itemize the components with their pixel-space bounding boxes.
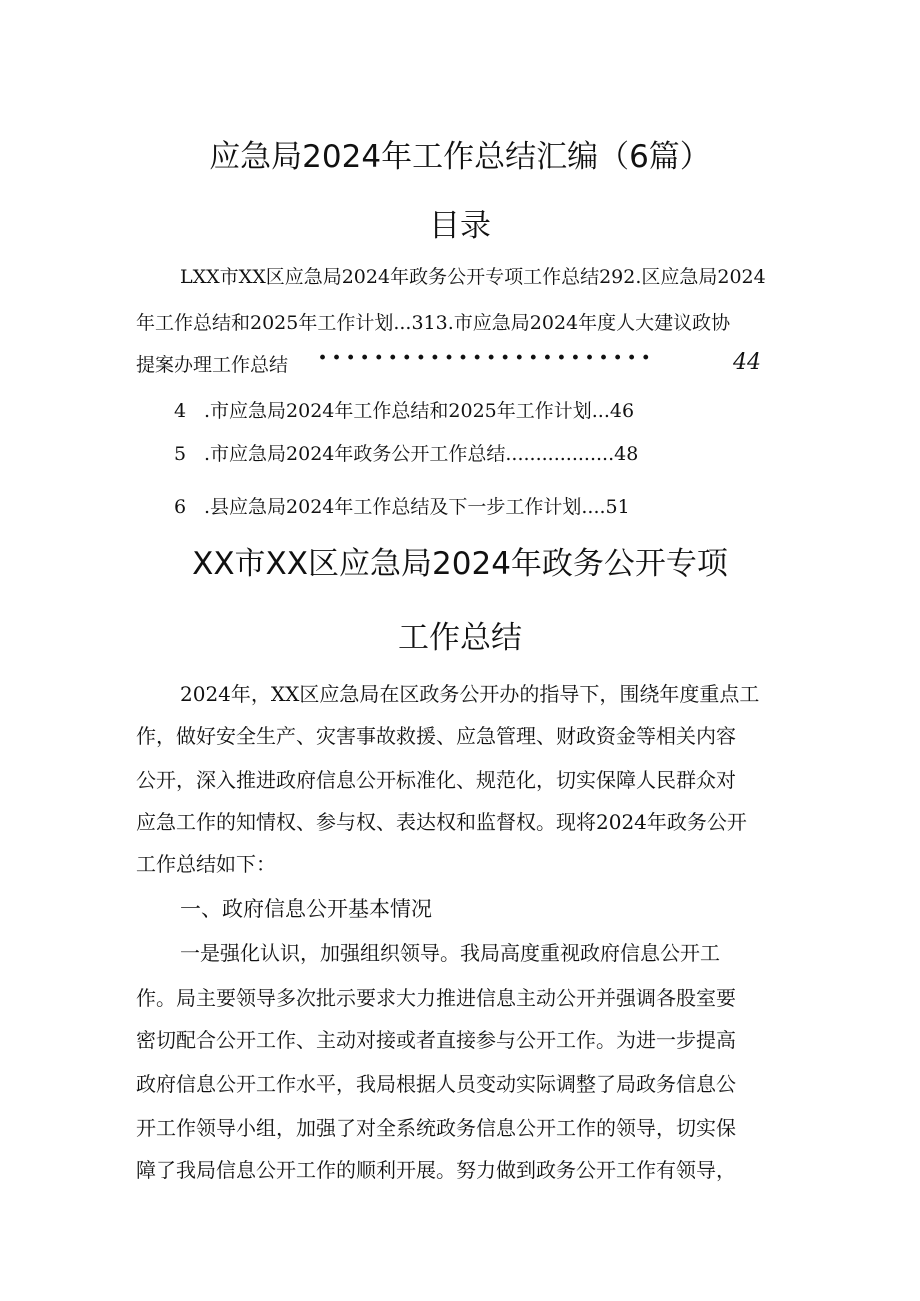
paragraph2-line: 政府信息公开工作水平，我局根据人员变动实际调整了局政务信息公 (136, 1072, 736, 1096)
paragraph2-line: 一是强化认识，加强组织领导。我局高度重视政府信息公开工 (180, 941, 720, 965)
toc-line3-page: 44 (733, 350, 761, 375)
document-title: 应急局2024年工作总结汇编（6篇） (209, 139, 711, 175)
paragraph1-line: 应急工作的知情权、参与权、表达权和监督权。现将2024年政务公开 (136, 810, 747, 834)
paragraph2-line: 作。局主要领导多次批示要求大力推进信息主动公开并强调各股室要 (136, 986, 736, 1010)
toc-item-text: .县应急局2024年工作总结及下一步工作计划....51 (204, 496, 630, 518)
section1-heading: 一、政府信息公开基本情况 (180, 897, 432, 921)
toc-item-6 (174, 492, 630, 519)
paragraph1-line: 作，做好安全生产、灾害事故救援、应急管理、财政资金等相关内容 (136, 724, 736, 748)
toc-item-text: .市应急局2024年工作总结和2025年工作计划...46 (204, 400, 635, 422)
toc-item-number: 6 (174, 496, 187, 518)
paragraph2-line: 密切配合公开工作、主动对接或者直接参与公开工作。为进一步提高 (136, 1028, 736, 1052)
paragraph2-line: 开工作领导小组，加强了对全系统政务信息公开工作的领导，切实保 (136, 1116, 736, 1140)
paragraph1-line: 2024年，XX区应急局在区政务公开办的指导下，围绕年度重点工 (180, 682, 760, 706)
toc-item-number: 5 (174, 443, 187, 465)
toc-item-text: .市应急局2024年政务公开工作总结..................48 (204, 443, 639, 465)
toc-heading: 目录 (429, 208, 491, 244)
toc-item-number: 4 (174, 400, 187, 422)
paragraph1-line: 工作总结如下： (136, 852, 276, 876)
toc-line3-text: 提案办理工作总结 (136, 354, 289, 376)
toc-line2-text: 年工作总结和2025年工作计划...313.市应急局2024年度人大建议政协 (136, 312, 731, 334)
toc-line1-text: LXX市XX区应急局2024年政务公开专项工作总结292.区应急局2024 (180, 266, 766, 288)
toc-line3-dots: ........................ (318, 336, 656, 366)
toc-item-5 (174, 439, 638, 466)
paragraph1-line: 公开，深入推进政府信息公开标准化、规范化，切实保障人民群众对 (136, 768, 736, 792)
toc-item-4 (174, 396, 634, 423)
article-title-line-1: XX市XX区应急局2024年政务公开专项 (192, 546, 728, 582)
article-title-line-2: 工作总结 (398, 620, 522, 656)
paragraph2-line: 障了我局信息公开工作的顺利开展。努力做到政务公开工作有领导， (136, 1158, 736, 1182)
